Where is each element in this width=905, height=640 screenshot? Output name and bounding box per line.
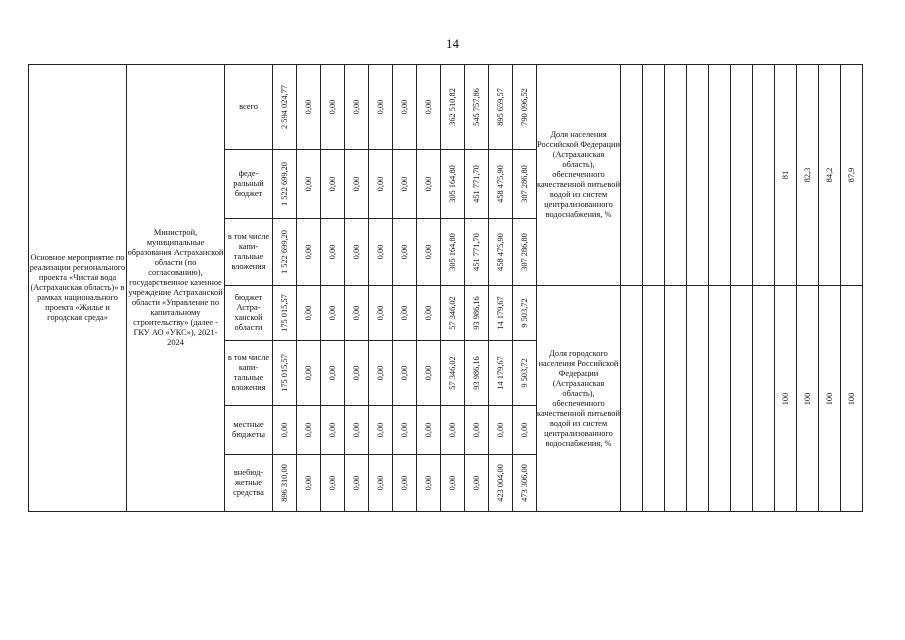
empty-cell bbox=[731, 286, 753, 512]
value-cell bbox=[297, 341, 321, 406]
value-cell bbox=[513, 219, 537, 286]
indicator-value: 84,2 bbox=[824, 167, 834, 183]
page-number: 14 bbox=[446, 36, 459, 51]
empty-cell bbox=[731, 65, 753, 286]
empty-cell bbox=[643, 65, 665, 286]
year-value: 0,00 bbox=[399, 305, 409, 321]
year-value: 93 986,16 bbox=[471, 296, 481, 330]
value-cell bbox=[489, 455, 513, 512]
value-cell bbox=[297, 65, 321, 150]
year-value: 0,00 bbox=[471, 422, 481, 438]
total-cell bbox=[273, 219, 297, 286]
event-cell: Основное мероприятие по реализации регионального проекта «Чистая вода (Астраханская область)» в рамках национального проекта «Жилье и городская среда» bbox=[29, 65, 127, 512]
year-value: 0,00 bbox=[423, 176, 433, 192]
value-cell bbox=[465, 219, 489, 286]
total-cell bbox=[273, 65, 297, 150]
year-value: 0,00 bbox=[399, 475, 409, 491]
total-value: 175 015,57 bbox=[279, 294, 289, 332]
value-cell bbox=[417, 286, 441, 341]
value-cell bbox=[369, 455, 393, 512]
year-value: 0,00 bbox=[303, 422, 313, 438]
year-value: 9 503,72 bbox=[519, 358, 529, 388]
value-cell bbox=[369, 341, 393, 406]
year-value: 0,00 bbox=[351, 422, 361, 438]
total-cell bbox=[273, 286, 297, 341]
value-cell bbox=[321, 219, 345, 286]
total-value: 1 522 699,20 bbox=[279, 230, 289, 274]
value-cell bbox=[441, 150, 465, 219]
year-value: 0,00 bbox=[327, 305, 337, 321]
value-cell bbox=[393, 286, 417, 341]
value-cell bbox=[393, 150, 417, 219]
funding-source: в том числе капи-тальные вложения bbox=[225, 341, 273, 406]
year-value: 305 164,80 bbox=[447, 165, 457, 203]
year-value: 0,00 bbox=[303, 244, 313, 260]
year-value: 362 510,82 bbox=[447, 88, 457, 126]
year-value: 0,00 bbox=[399, 99, 409, 115]
year-value: 0,00 bbox=[351, 475, 361, 491]
value-cell bbox=[465, 406, 489, 455]
year-value: 0,00 bbox=[375, 475, 385, 491]
indicator-value: 100 bbox=[824, 392, 834, 405]
year-value: 473 306,00 bbox=[519, 464, 529, 502]
year-value: 0,00 bbox=[423, 365, 433, 381]
year-value: 0,00 bbox=[399, 244, 409, 260]
value-cell bbox=[345, 341, 369, 406]
year-value: 451 771,70 bbox=[471, 165, 481, 203]
value-cell bbox=[345, 65, 369, 150]
year-value: 0,00 bbox=[351, 305, 361, 321]
value-cell bbox=[345, 406, 369, 455]
total-value: 0,00 bbox=[279, 422, 289, 438]
value-cell bbox=[465, 65, 489, 150]
year-value: 0,00 bbox=[327, 176, 337, 192]
year-value: 0,00 bbox=[375, 422, 385, 438]
value-cell bbox=[393, 219, 417, 286]
indicator-label: Доля населения Российской Федерации (Астраханская область), обеспеченного качественной питьевой водой из систем централизованного водоснабжения, % bbox=[537, 65, 621, 286]
year-value: 9 503,72 bbox=[519, 298, 529, 328]
indicator-value: 82,3 bbox=[802, 167, 812, 183]
value-cell bbox=[369, 286, 393, 341]
value-cell bbox=[417, 65, 441, 150]
year-value: 0,00 bbox=[303, 99, 313, 115]
funding-source: местные бюджеты bbox=[225, 406, 273, 455]
indicator-label: Доля городского населения Российской Федерации (Астраханская область), обеспеченного качественной питьевой водой из систем централизованного водоснабжения, % bbox=[537, 286, 621, 512]
indicator-value: 100 bbox=[780, 392, 790, 405]
year-value: 0,00 bbox=[447, 475, 457, 491]
value-cell bbox=[321, 65, 345, 150]
year-value: 0,00 bbox=[495, 422, 505, 438]
value-cell bbox=[465, 341, 489, 406]
indicator-value-cell bbox=[797, 286, 819, 512]
indicator-value-cell bbox=[841, 65, 863, 286]
value-cell bbox=[417, 406, 441, 455]
year-value: 0,00 bbox=[351, 365, 361, 381]
year-value: 307 286,80 bbox=[519, 165, 529, 203]
total-cell bbox=[273, 150, 297, 219]
year-value: 0,00 bbox=[351, 244, 361, 260]
indicator-value-cell bbox=[775, 286, 797, 512]
value-cell bbox=[321, 455, 345, 512]
year-value: 0,00 bbox=[399, 365, 409, 381]
year-value: 545 757,86 bbox=[471, 88, 481, 126]
funding-source: бюджет Астра-ханской области bbox=[225, 286, 273, 341]
value-cell bbox=[489, 341, 513, 406]
empty-cell bbox=[665, 286, 687, 512]
year-value: 0,00 bbox=[423, 244, 433, 260]
total-value: 896 310,00 bbox=[279, 464, 289, 502]
indicator-value: 100 bbox=[846, 392, 856, 405]
value-cell bbox=[513, 65, 537, 150]
indicator-value-cell bbox=[797, 65, 819, 286]
indicator-value-cell bbox=[775, 65, 797, 286]
empty-cell bbox=[687, 286, 709, 512]
total-cell bbox=[273, 455, 297, 512]
year-value: 0,00 bbox=[351, 176, 361, 192]
table-row bbox=[29, 65, 863, 150]
value-cell bbox=[513, 406, 537, 455]
indicator-value: 87,9 bbox=[846, 167, 856, 183]
empty-cell bbox=[621, 286, 643, 512]
value-cell bbox=[489, 219, 513, 286]
value-cell bbox=[465, 150, 489, 219]
value-cell bbox=[369, 406, 393, 455]
year-value: 895 659,57 bbox=[495, 88, 505, 126]
year-value: 93 986,16 bbox=[471, 356, 481, 390]
empty-cell bbox=[753, 286, 775, 512]
year-value: 451 771,70 bbox=[471, 233, 481, 271]
value-cell bbox=[441, 219, 465, 286]
value-cell bbox=[441, 286, 465, 341]
value-cell bbox=[465, 455, 489, 512]
year-value: 0,00 bbox=[327, 244, 337, 260]
value-cell bbox=[345, 286, 369, 341]
empty-cell bbox=[709, 286, 731, 512]
funding-source: в том числе капи-тальные вложения bbox=[225, 219, 273, 286]
indicator-value-cell bbox=[841, 286, 863, 512]
value-cell bbox=[441, 65, 465, 150]
year-value: 458 475,90 bbox=[495, 233, 505, 271]
year-value: 423 004,00 bbox=[495, 464, 505, 502]
indicator-value: 100 bbox=[802, 392, 812, 405]
value-cell bbox=[321, 406, 345, 455]
indicator-value-cell bbox=[819, 286, 841, 512]
value-cell bbox=[417, 150, 441, 219]
year-value: 0,00 bbox=[399, 176, 409, 192]
value-cell bbox=[393, 455, 417, 512]
year-value: 305 164,80 bbox=[447, 233, 457, 271]
year-value: 14 179,67 bbox=[495, 356, 505, 390]
value-cell bbox=[369, 65, 393, 150]
value-cell bbox=[369, 150, 393, 219]
responsible-cell: Министрой, муниципальные образования Астраханской области (по согласованию), государственное казенное учреждение Астраханской области «Управление по капитальному строительству» (далее - ГКУ АО «УКС»), 2021-2024 bbox=[127, 65, 225, 512]
value-cell bbox=[321, 286, 345, 341]
indicator-value: 81 bbox=[780, 170, 790, 180]
value-cell bbox=[489, 65, 513, 150]
value-cell bbox=[297, 150, 321, 219]
total-cell bbox=[273, 406, 297, 455]
value-cell bbox=[441, 341, 465, 406]
value-cell bbox=[297, 455, 321, 512]
year-value: 307 286,80 bbox=[519, 233, 529, 271]
budget-table bbox=[28, 64, 863, 512]
value-cell bbox=[369, 219, 393, 286]
year-value: 0,00 bbox=[303, 475, 313, 491]
year-value: 14 179,67 bbox=[495, 296, 505, 330]
year-value: 790 096,52 bbox=[519, 88, 529, 126]
year-value: 0,00 bbox=[303, 176, 313, 192]
empty-cell bbox=[709, 65, 731, 286]
value-cell bbox=[513, 150, 537, 219]
total-value: 175 015,57 bbox=[279, 354, 289, 392]
year-value: 0,00 bbox=[375, 365, 385, 381]
value-cell bbox=[417, 341, 441, 406]
funding-source: внебюд-жетные средства bbox=[225, 455, 273, 512]
year-value: 0,00 bbox=[375, 305, 385, 321]
empty-cell bbox=[621, 65, 643, 286]
value-cell bbox=[297, 219, 321, 286]
value-cell bbox=[513, 341, 537, 406]
year-value: 0,00 bbox=[327, 365, 337, 381]
value-cell bbox=[417, 219, 441, 286]
year-value: 0,00 bbox=[471, 475, 481, 491]
value-cell bbox=[345, 150, 369, 219]
year-value: 57 346,02 bbox=[447, 356, 457, 390]
value-cell bbox=[513, 286, 537, 341]
funding-source: феде-ральный бюджет bbox=[225, 150, 273, 219]
year-value: 0,00 bbox=[447, 422, 457, 438]
year-value: 0,00 bbox=[375, 176, 385, 192]
year-value: 0,00 bbox=[423, 305, 433, 321]
value-cell bbox=[465, 286, 489, 341]
value-cell bbox=[417, 455, 441, 512]
value-cell bbox=[513, 455, 537, 512]
year-value: 0,00 bbox=[423, 475, 433, 491]
value-cell bbox=[393, 406, 417, 455]
value-cell bbox=[441, 406, 465, 455]
value-cell bbox=[489, 406, 513, 455]
year-value: 0,00 bbox=[423, 422, 433, 438]
value-cell bbox=[321, 341, 345, 406]
value-cell bbox=[297, 406, 321, 455]
value-cell bbox=[345, 455, 369, 512]
year-value: 0,00 bbox=[303, 365, 313, 381]
empty-cell bbox=[687, 65, 709, 286]
value-cell bbox=[489, 286, 513, 341]
value-cell bbox=[345, 219, 369, 286]
empty-cell bbox=[665, 65, 687, 286]
year-value: 0,00 bbox=[351, 99, 361, 115]
indicator-value-cell bbox=[819, 65, 841, 286]
total-value: 2 594 024,77 bbox=[279, 85, 289, 129]
year-value: 0,00 bbox=[423, 99, 433, 115]
year-value: 0,00 bbox=[327, 422, 337, 438]
value-cell bbox=[441, 455, 465, 512]
year-value: 0,00 bbox=[327, 99, 337, 115]
funding-source: всего bbox=[225, 65, 273, 150]
year-value: 0,00 bbox=[327, 475, 337, 491]
year-value: 0,00 bbox=[375, 99, 385, 115]
year-value: 0,00 bbox=[399, 422, 409, 438]
value-cell bbox=[489, 150, 513, 219]
year-value: 458 475,90 bbox=[495, 165, 505, 203]
empty-cell bbox=[643, 286, 665, 512]
value-cell bbox=[297, 286, 321, 341]
year-value: 0,00 bbox=[303, 305, 313, 321]
total-cell bbox=[273, 341, 297, 406]
year-value: 0,00 bbox=[375, 244, 385, 260]
total-value: 1 522 699,20 bbox=[279, 162, 289, 206]
value-cell bbox=[393, 65, 417, 150]
value-cell bbox=[393, 341, 417, 406]
empty-cell bbox=[753, 65, 775, 286]
value-cell bbox=[321, 150, 345, 219]
year-value: 57 346,02 bbox=[447, 296, 457, 330]
year-value: 0,00 bbox=[519, 422, 529, 438]
